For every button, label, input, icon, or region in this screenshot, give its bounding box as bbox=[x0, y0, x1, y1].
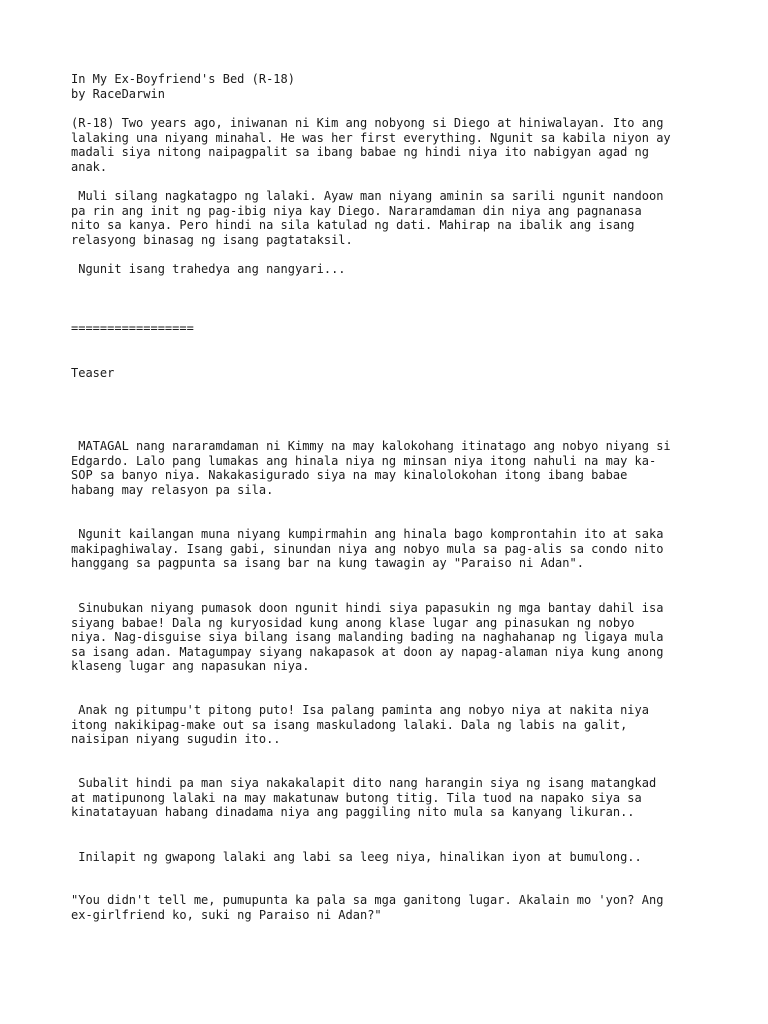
teaser-paragraph: Subalit hindi pa man siya nakakalapit dito nang harangin siya ng isang matangkad at matipunong lalaki na may makatunaw butong titig. Tila tuod na napako siya sa kinatatayuan habang dinadama niya ang paggiling nito mula sa kanyang likuran.. bbox=[71, 776, 657, 820]
synopsis-paragraph: Muli silang nagkatagpo ng lalaki. Ayaw man niyang aminin sa sarili ngunit nandoon pa rin ang init ng pag-ibig niya kay Diego. Nararamdaman din niya ang pagnanasa nito sa kanya. Pero hindi na sila katulad ng dati. Mahirap na ibalik ang isang relasyong binasag ng isang pagtataksil. bbox=[71, 189, 664, 247]
section-heading: Teaser bbox=[71, 366, 115, 380]
teaser-paragraph: Ngunit kailangan muna niyang kumpirmahin ang hinala bago komprontahin ito at saka makipaghiwalay. Isang gabi, sinundan niya ang nobyo mula sa pag-alis sa condo nito hanggang sa pagpunta sa isang bar na kung tawagin ay "Paraiso ni Adan". bbox=[71, 527, 664, 571]
teaser-paragraph: Inilapit ng gwapong lalaki ang labi sa leeg niya, hinalikan iyon at bumulong.. bbox=[71, 850, 642, 864]
synopsis-paragraph: Ngunit isang trahedya ang nangyari... bbox=[71, 262, 346, 276]
document-byline: by RaceDarwin bbox=[71, 87, 165, 101]
teaser-paragraph: Sinubukan niyang pumasok doon ngunit hindi siya papasukin ng mga bantay dahil isa siyang babae! Dala ng kuryosidad kung anong klase lugar ang pinasukan ng nobyo niya. Nag-disguise siya bilang isang malanding bading na naghahanap ng ligaya mula sa isang adan. Matagumpay siyang nakapasok at doon ay napag-alaman niya kung anong klaseng lugar ang napasukan niya. bbox=[71, 601, 664, 674]
teaser-paragraph: Anak ng pitumpu't pitong puto! Isa palang paminta ang nobyo niya at nakita niya itong nakikipag-make out sa isang maskuladong lalaki. Dala ng labis na galit, naisipan niyang sugudin ito.. bbox=[71, 703, 649, 747]
section-separator: ================= bbox=[71, 321, 194, 335]
dialogue-paragraph: "You didn't tell me, pumupunta ka pala sa mga ganitong lugar. Akalain mo 'yon? Ang ex-girlfriend ko, suki ng Paraiso ni Adan?" bbox=[71, 893, 664, 922]
document-title: In My Ex-Boyfriend's Bed (R-18) bbox=[71, 72, 295, 86]
teaser-paragraph: MATAGAL nang nararamdaman ni Kimmy na may kalokohang itinatago ang nobyo niyang si Edgardo. Lalo pang lumakas ang hinala niya ng minsan niya itong nahuli na may ka- SOP sa banyo niya. Nakakasigurado siya na may kinalolokohan itong ibang babae habang may relasyon pa sila. bbox=[71, 439, 671, 497]
synopsis-paragraph: (R-18) Two years ago, iniwanan ni Kim ang nobyong si Diego at hiniwalayan. Ito ang lalaking una niyang minahal. He was her first everything. Ngunit sa kabila niyon ay madali siya nitong naipagpalit sa ibang babae ng hindi niya ito nabigyan agad ng anak. bbox=[71, 116, 671, 174]
